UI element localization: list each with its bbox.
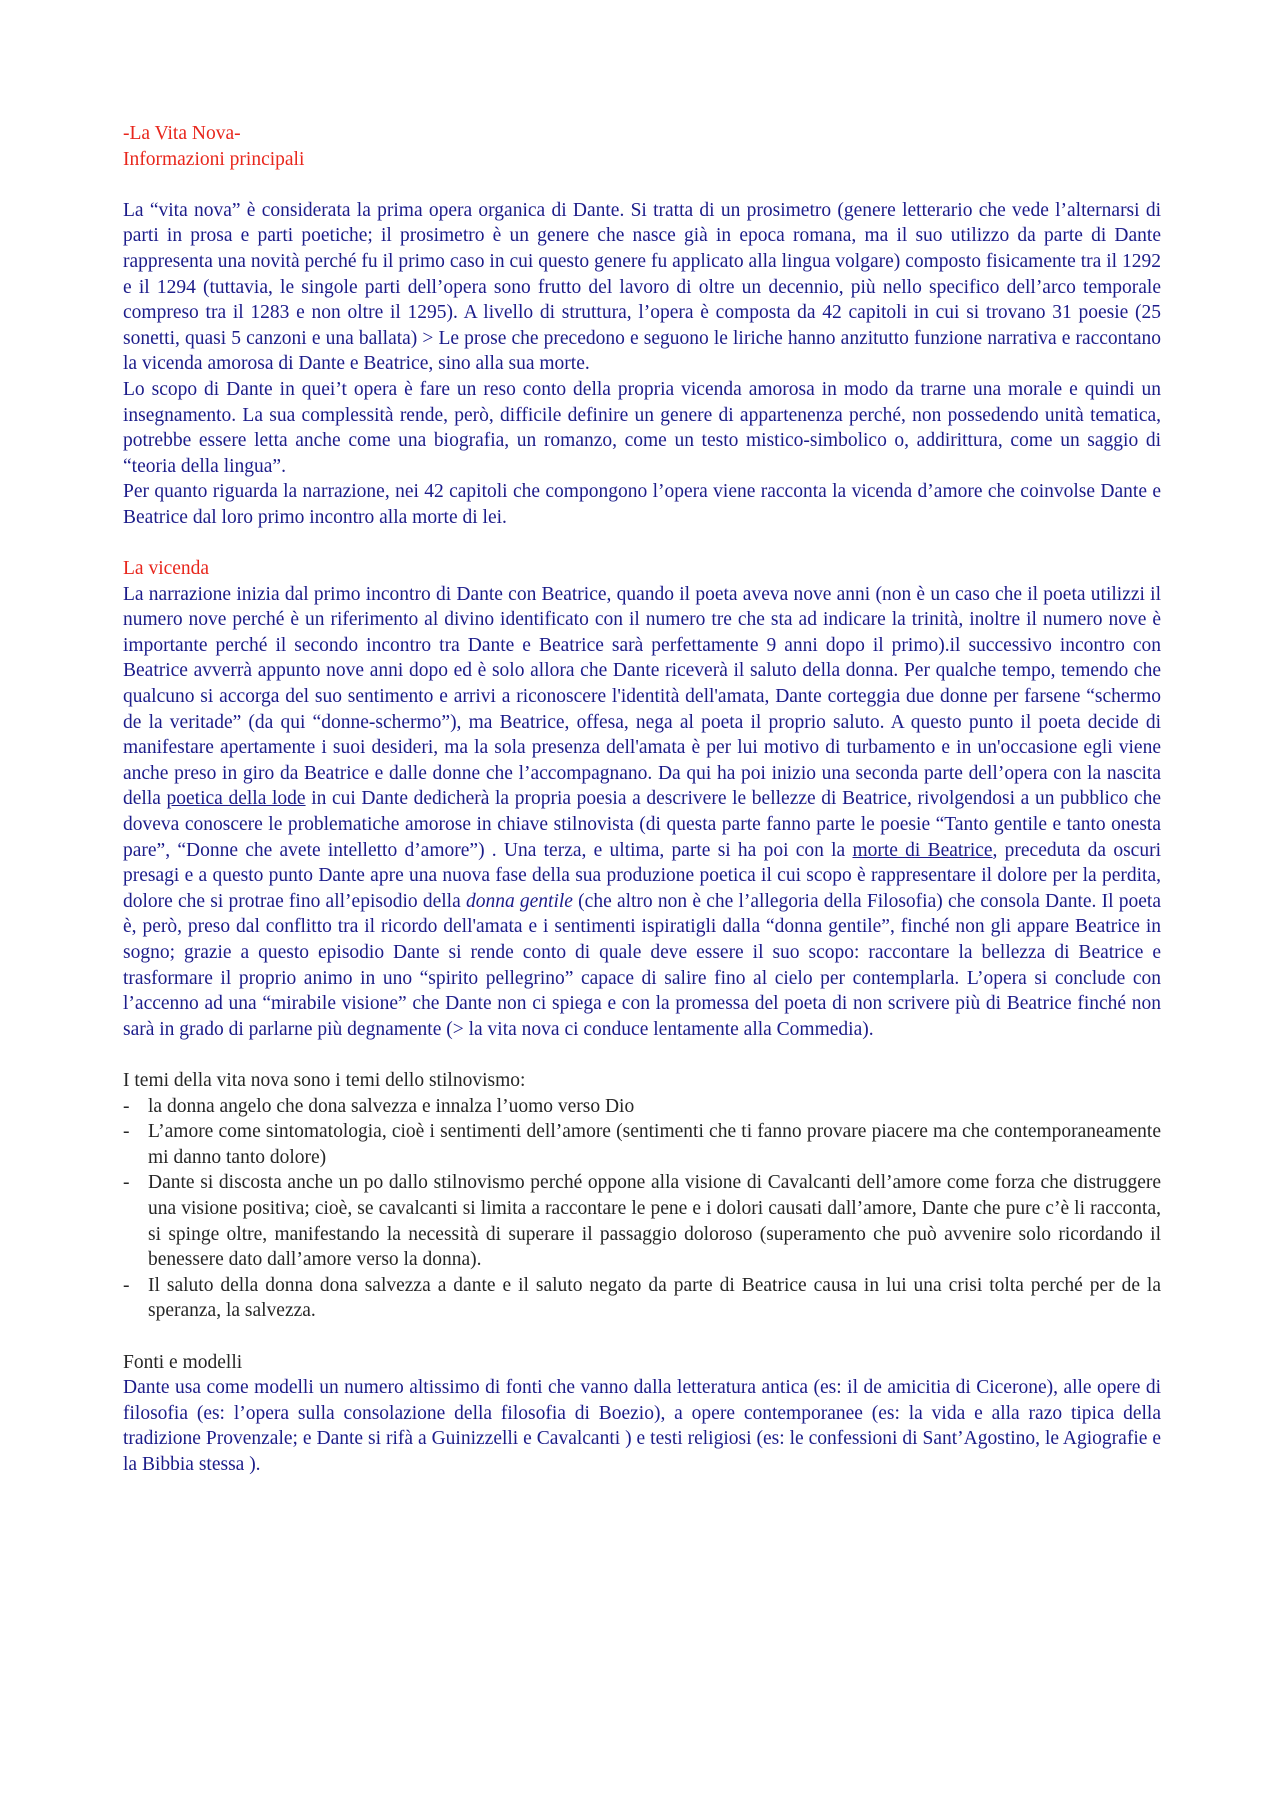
morte-di-beatrice-link[interactable]: morte di Beatrice: [852, 839, 993, 861]
fonti-heading: Fonti e modelli: [123, 1351, 243, 1373]
list-item-text: Dante si discosta anche un po dallo stilnovismo perché oppone alla visione di Cavalcanti dell’amore come forza che distruggere una visione positiva; cioè, se cavalcanti si limita a raccontare le pene e i dolori causati dall’amore, Dante che pure c’è li racconta, si spinge oltre, manifestando la necessità di superare il passaggio doloroso (superamento che può avvenire solo ricordando il benessere dato dall’amore verso la donna).: [148, 1172, 1161, 1271]
list-item: [123, 1119, 1161, 1170]
dash-marker: -: [123, 1121, 130, 1143]
fonti-paragraph: Dante usa come modelli un numero altissimo di fonti che vanno dalla letteratura antica (es: il de amicitia di Cicerone), alle opere di filosofia (es: l’opera sulla consolazione della filosofia di Boezio), a opere contemporanee (es: la vida e alla razo tipica della tradizione Provenzale; e Dante si rifà a Guinizzelli e Cavalcanti ) e testi religiosi (es: le confessioni di Sant’Agostino, le Agiografie e la Bibbia stessa ).: [123, 1377, 1161, 1475]
dash-marker: -: [123, 1095, 130, 1117]
dash-marker: -: [123, 1274, 130, 1296]
document-subtitle: Informazioni principali: [123, 148, 305, 170]
poetica-della-lode-link[interactable]: poetica della lode: [166, 788, 306, 810]
list-item-text: Il saluto della donna dona salvezza a dante e il saluto negato da parte di Beatrice causa in lui una crisi tolta perché per de la speranza, la salvezza.: [148, 1274, 1161, 1322]
vicenda-paragraph: [123, 582, 1161, 1043]
dash-marker: -: [123, 1172, 130, 1194]
intro-paragraph-3: Per quanto riguarda la narrazione, nei 42 capitoli che compongono l’opera viene racconta la vicenda d’amore che coinvolse Dante e Beatrice dal loro primo incontro alla morte di lei.: [123, 481, 1161, 528]
temi-intro: I temi della vita nova sono i temi dello stilnovismo:: [123, 1069, 526, 1091]
list-item: [123, 1273, 1161, 1324]
vicenda-text-part-4: (che altro non è che l’allegoria della Filosofia) che consola Dante. Il poeta è, però, preso dal conflitto tra il ricordo dell'amata e i sentimenti ispiratigli dalla “donna gentile”, finché non gli appare Beatrice in sogno; grazie a questo episodio Dante si rende conto di quale deve essere il suo scopo: raccontare la bellezza di Beatrice e trasformare il proprio animo in uno “spirito pellegrino” capace di salire fino al cielo per contemplarla. L’opera si conclude con l’accenno ad una “mirabile visione” che Dante non ci spiega e con la promessa del poeta di non scrivere più di Beatrice finché non sarà in grado di parlarne più degnamente (> la vita nova ci conduce lentamente alla Commedia).: [123, 890, 1161, 1040]
vicenda-heading: La vicenda: [123, 558, 210, 580]
vicenda-text-part-2: in cui Dante dedicherà la propria poesia a descrivere le bellezze di Beatrice, rivolgendosi a un pubblico che doveva conoscere le problematiche amorose in chiave stilnovista (di questa parte fanno parte le poesie “Tanto gentile e tanto onesta pare”, “Donne che avete intelletto d’amore”) . Una terza, e ultima, parte si ha poi con la: [123, 788, 1161, 861]
list-item-text: la donna angelo che dona salvezza e innalza l’uomo verso Dio: [148, 1095, 635, 1117]
list-item: [123, 1170, 1161, 1272]
donna-gentile-italic: donna gentile: [465, 890, 573, 912]
spacer: [123, 1042, 1161, 1068]
temi-list: [123, 1094, 1161, 1324]
list-item: [123, 1094, 1161, 1120]
spacer: [123, 172, 1161, 198]
spacer: [123, 531, 1161, 557]
spacer: [123, 1324, 1161, 1350]
document-page: [123, 121, 1161, 1477]
intro-paragraph-2: Lo scopo di Dante in quei’t opera è fare un reso conto della propria vicenda amorosa in modo da trarne una morale e quindi un insegnamento. La sua complessità rende, però, difficile definire un genere di appartenenza perché, non possedendo unità tematica, potrebbe essere letta anche come una biografia, un romanzo, come un testo mistico-simbolico o, addirittura, come un saggio di “teoria della lingua”.: [123, 378, 1161, 477]
list-item-text: L’amore come sintomatologia, cioè i sentimenti dell’amore (sentimenti che ti fanno provare piacere ma che contemporaneamente mi danno tanto dolore): [148, 1121, 1161, 1168]
intro-paragraph-1: La “vita nova” è considerata la prima opera organica di Dante. Si tratta di un prosimetro (genere letterario che vede l’alternarsi di parti in prosa e parti poetiche; il prosimetro è un genere che nasce già in epoca romana, ma il suo utilizzo da parte di Dante rappresenta una novità perché fu il primo caso in cui questo genere fu applicato alla lingua volgare) composto fisicamente tra il 1292 e il 1294 (tuttavia, le singole parti dell’opera sono frutto del lavoro di oltre un decennio, più nello specifico dell’arco temporale compreso tra il 1283 e non oltre il 1295). A livello di struttura, l’opera è composta da 42 capitoli in cui si trovano 31 poesie (25 sonetti, quasi 5 canzoni e una ballata) > Le prose che precedono e seguono le liriche hanno anzitutto funzione narrativa e raccontano la vicenda amorosa di Dante e Beatrice, sino alla sua morte.: [123, 199, 1161, 375]
vicenda-text-part-1: La narrazione inizia dal primo incontro di Dante con Beatrice, quando il poeta aveva nove anni (non è un caso che il poeta utilizzi il numero nove perché è un riferimento al divino identificato con il numero tre che sta ad indicare la trinità, inoltre il numero nove è importante perché il secondo incontro tra Dante e Beatrice sarà perfettamente 9 anni dopo il primo).il successivo incontro con Beatrice avverrà appunto nove anni dopo ed è solo allora che Dante riceverà il saluto della donna. Per qualche tempo, temendo che qualcuno si accorga del suo sentimento e arrivi a riconoscere l'identità dell'amata, Dante corteggia due donne per farsene “schermo de la veritade” (da qui “donne-schermo”), ma Beatrice, offesa, nega al poeta il proprio saluto. A questo punto il poeta decide di manifestare apertamente i suoi desideri, ma la sola presenza dell'amata è per lui motivo di turbamento e in un'occasione egli viene anche preso in giro da Beatrice e dalle donne che l’accompagnano. Da qui ha poi inizio una seconda parte dell’opera con la nascita della: [123, 583, 1161, 810]
document-title: -La Vita Nova-: [123, 123, 241, 144]
vicenda-text-part-3: , preceduta da oscuri presagi e a questo punto Dante apre una nuova fase della sua produzione poetica il cui scopo è rappresentare il dolore per la perdita, dolore che si protrae fino all’episodio della: [123, 839, 1161, 912]
